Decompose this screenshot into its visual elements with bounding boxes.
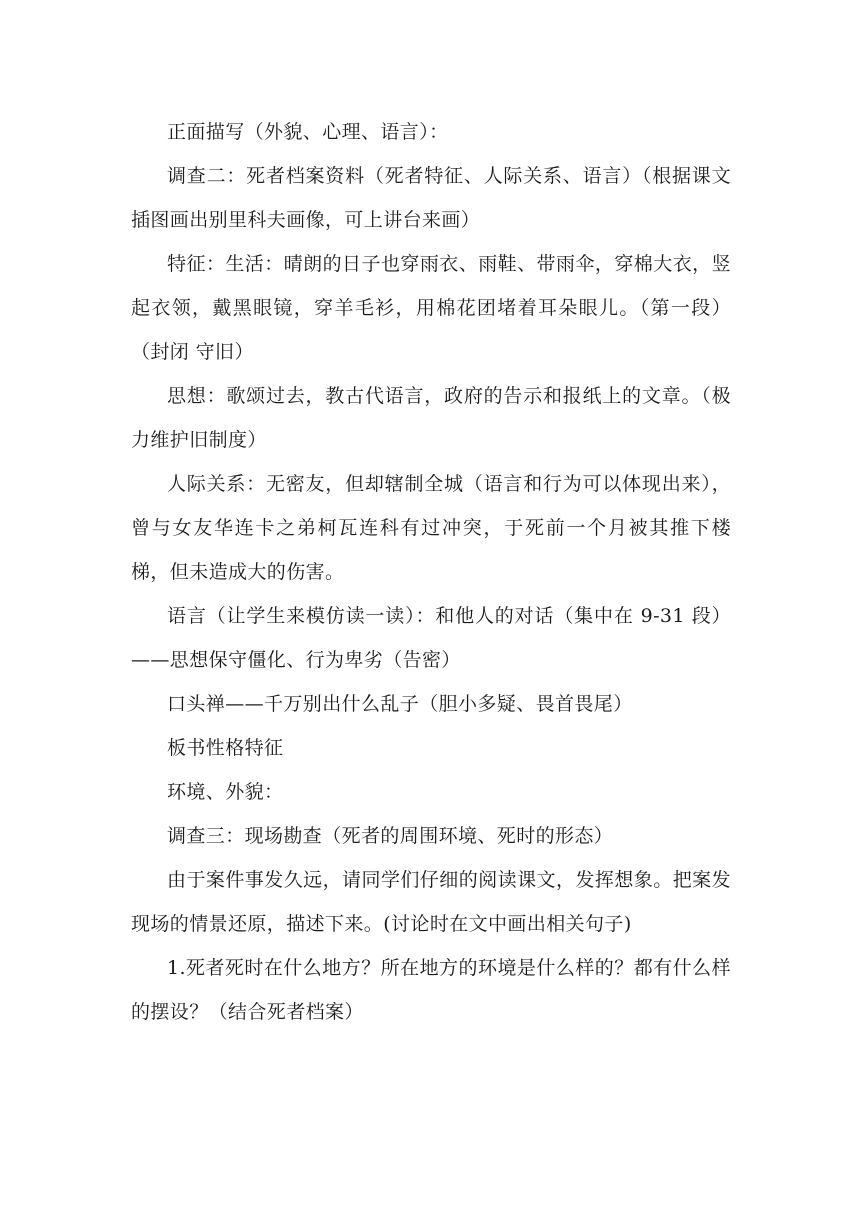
paragraph-features-life: 特征：生活：晴朗的日子也穿雨衣、雨鞋、带雨伞，穿棉大衣，竖起衣领，戴黑眼镜，穿羊毛衫，用棉花团堵着耳朵眼儿。（第一段）（封闭 守旧） [131,253,731,363]
paragraph-relationships: 人际关系：无密友，但却辖制全城（语言和行为可以体现出来），曾与女友华连卡之弟柯瓦连科有过冲突，于死前一个月被其推下楼梯，但未造成大的伤害。 [131,473,731,583]
paragraph-investigation-three: 调查三：现场勘查（死者的周围环境、死时的形态） [167,825,614,847]
paragraph-investigation-two: 调查二：死者档案资料（死者特征、人际关系、语言）（根据课文插图画出别里科夫画像，可上讲台来画） [131,165,731,231]
paragraph-question-one: 1.死者死时在什么地方？所在地方的环境是什么样的？都有什么样的摆设？（结合死者档案） [131,957,731,1023]
document-body [131,110,731,1034]
paragraph-language: 语言（让学生来模仿读一读）：和他人的对话（集中在 9-31 段）——思想保守僵化、行为卑劣（告密） [131,605,731,671]
paragraph-environment: 环境、外貌： [167,781,284,803]
paragraph-instructions: 由于案件事发久远，请同学们仔细的阅读课文，发挥想象。把案发现场的情景还原，描述下来。(讨论时在文中画出相关句子) [131,869,731,935]
paragraph-catchphrase: 口头禅——千万别出什么乱子（胆小多疑、畏首畏尾） [167,693,633,715]
paragraph-direct-description: 正面描写（外貌、心理、语言）： [167,121,449,143]
paragraph-thoughts: 思想：歌颂过去，教古代语言，政府的告示和报纸上的文章。（极力维护旧制度） [131,385,731,451]
paragraph-board-notes: 板书性格特征 [167,737,284,759]
